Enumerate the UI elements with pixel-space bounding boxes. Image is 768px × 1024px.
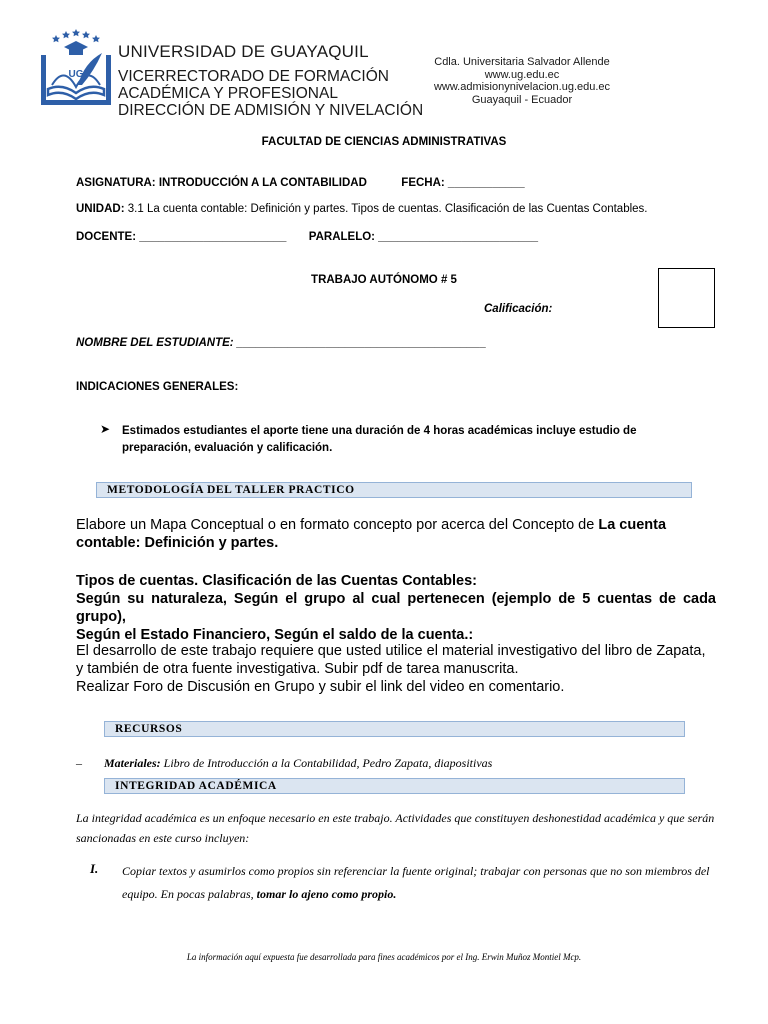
paragraph-mapa-conceptual (76, 516, 716, 552)
item-i-number: I. (90, 861, 99, 876)
address-line-3: www.admisionynivelacion.ug.edu.ec (433, 81, 611, 93)
p3-line-2: Realizar Foro de Discusión en Grupo y subir el link del video en comentario. (76, 679, 565, 695)
section-integridad: INTEGRIDAD ACADÉMICA (104, 778, 685, 794)
university-logo-icon (38, 27, 114, 109)
materiales-label: Materiales: (104, 756, 161, 770)
paragraph-desarrollo (76, 642, 716, 696)
paralelo-label: PARALELO: _________________________ (308, 231, 539, 243)
p3-line-1: El desarrollo de este trabajo requiere que usted utilice el material investigativo del libro de Zapata, y también de otra fuente investigativa. Subir pdf de tarea manuscrita. (76, 643, 706, 677)
unidad-value: 3.1 La cuenta contable: Definición y partes. Tipos de cuentas. Clasificación de las Cuentas Contables. (127, 203, 648, 215)
vice-line-1: VICERRECTORADO DE FORMACIÓN (118, 68, 389, 85)
section-recursos: RECURSOS (104, 721, 685, 737)
calificacion-box (658, 268, 715, 328)
materiales-dash: – (76, 756, 82, 770)
item-i-text (122, 860, 717, 906)
arrow-bullet-icon: ➤ (100, 422, 111, 436)
asignatura-row (76, 177, 525, 189)
vice-line-2: ACADÉMICA Y PROFESIONAL (118, 85, 338, 102)
materiales-row (104, 756, 492, 771)
p1-text: Elabore un Mapa Conceptual o en formato concepto por acerca del Concepto de (76, 517, 599, 533)
asignatura-label: ASIGNATURA: INTRODUCCIÓN A LA CONTABILIDAD (76, 177, 367, 189)
fecha-label: FECHA: ____________ (401, 177, 525, 189)
trabajo-title: TRABAJO AUTÓNOMO # 5 (311, 274, 457, 286)
paragraph-tipos-cuentas (76, 572, 716, 644)
docente-label: DOCENTE: _______________________ (76, 231, 287, 243)
university-name: UNIVERSIDAD DE GUAYAQUIL (118, 42, 369, 61)
address-line-1: Cdla. Universitaria Salvador Allende (434, 56, 610, 68)
p2-line-2: Según su naturaleza, Según el grupo al cual pertenecen (ejemplo de 5 cuentas de cada grupo), (76, 591, 716, 625)
section-metodologia: METODOLOGÍA DEL TALLER PRACTICO (96, 482, 692, 498)
faculty-title: FACULTAD DE CIENCIAS ADMINISTRATIVAS (261, 136, 507, 148)
materiales-text: Libro de Introducción a la Contabilidad, Pedro Zapata, diapositivas (160, 756, 493, 770)
logo-lettering: UG (68, 69, 84, 80)
item-i-bold: tomar lo ajeno como propio. (256, 887, 397, 901)
docente-row (76, 231, 538, 243)
indicaciones-heading: INDICACIONES GENERALES: (76, 381, 239, 393)
address-line-4: Guayaquil - Ecuador (471, 93, 573, 106)
footer-note: La información aquí expuesta fue desarrollada para fines académicos por el Ing. Erwin Muñoz Montiel Mcp. (186, 952, 582, 962)
item-i-body: Copiar textos y asumirlos como propios sin referenciar la fuente original; trabajar con personas que no son miembros del equipo. En pocas palabras, (122, 864, 710, 901)
vice-rectorate-block (118, 68, 423, 119)
address-block (428, 56, 616, 106)
indicaciones-bullet: Estimados estudiantes el aporte tiene una duración de 4 horas académicas incluye estudio de preparación, evaluación y calificación. (122, 425, 637, 454)
p2-line-3: Según el Estado Financiero, Según el saldo de la cuenta.: (76, 627, 474, 643)
vice-line-3: DIRECCIÓN DE ADMISIÓN Y NIVELACIÓN (118, 102, 424, 119)
address-line-2: www.ug.edu.ec (484, 68, 560, 81)
integridad-paragraph: La integridad académica es un enfoque necesario en este trabajo. Actividades que constituyen deshonestidad académica y que serán sancionadas en este curso incluyen: (76, 811, 715, 845)
calificacion-label: Calificación: (484, 303, 553, 315)
unidad-label: UNIDAD: (76, 203, 125, 215)
p2-line-1: Tipos de cuentas. Clasificación de las Cuentas Contables: (76, 573, 478, 589)
unidad-row (76, 203, 648, 215)
p1-bold: La cuenta contable: Definición y partes. (76, 517, 667, 551)
student-name-field: NOMBRE DEL ESTUDIANTE: _______________________________________ (76, 337, 487, 349)
